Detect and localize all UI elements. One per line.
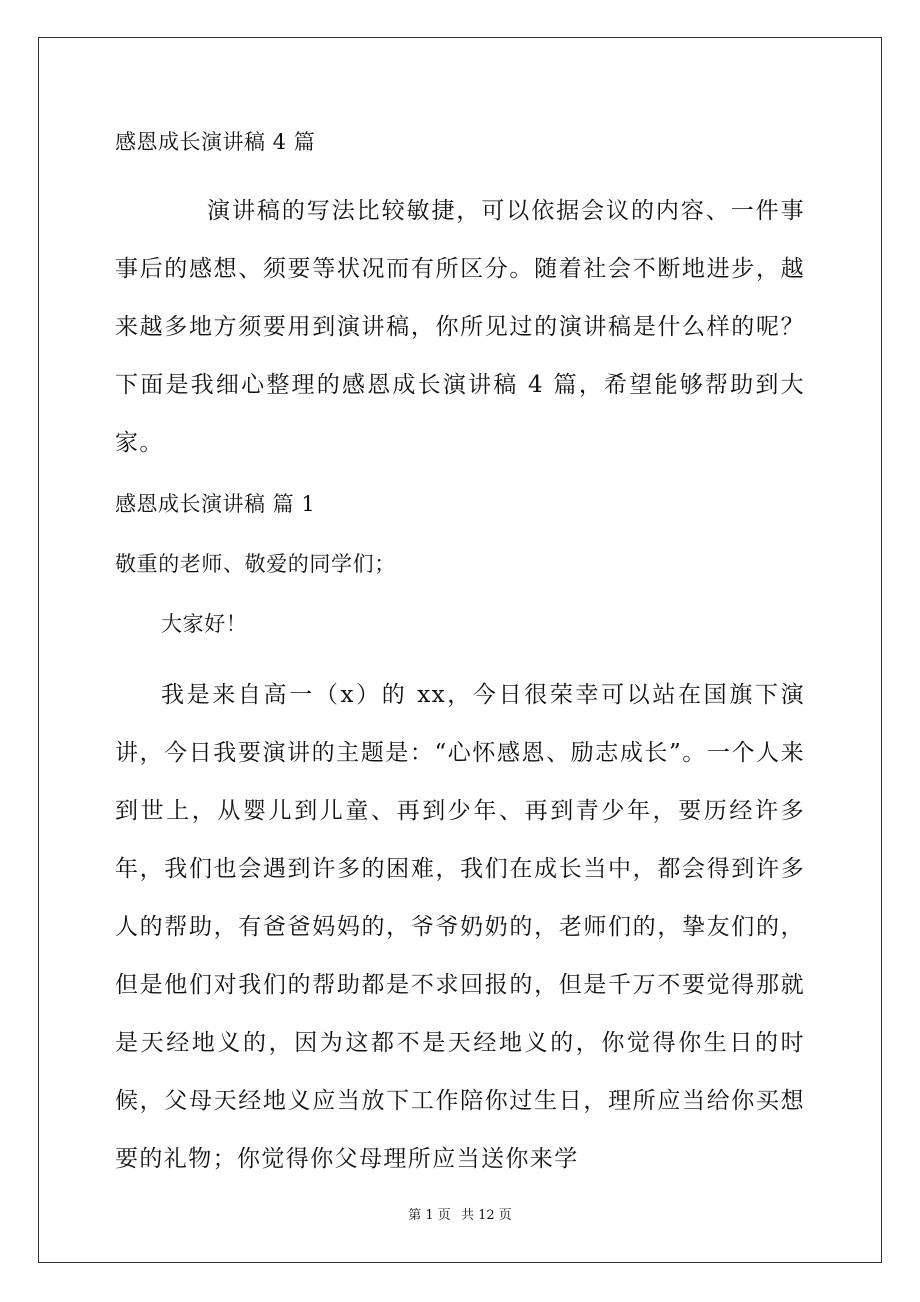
page-total: 共 12 页 (460, 1208, 512, 1223)
salutation: 敬重的老师、敬爱的同学们； (115, 552, 396, 576)
greeting: 大家好！ (161, 612, 248, 636)
page-footer (0, 1206, 920, 1226)
document-title: 感恩成长演讲稿 4 篇 (115, 130, 316, 154)
section-heading: 感恩成长演讲稿 篇 1 (115, 492, 316, 516)
body-paragraph: 我是来自高一（x）的 xx，今日很荣幸可以站在国旗下演讲，今日我要演讲的主题是：“心怀感恩、励志成长”。一个人来到世上，从婴儿到儿童、再到少年、再到青少年，要历经许多年，我们也会遇到许多的困难，我们在成长当中，都会得到许多人的帮助，有爸爸妈妈的，爷爷奶奶的，老师们的，挚友们的，但是他们对我们的帮助都是不求回报的，但是千万不要觉得那就是天经地义的，因为这都不是天经地义的，你觉得你生日的时候，父母天经地义应当放下工作陪你过生日，理所应当给你买想要的礼物；你觉得你父母理所应当送你来学 (115, 682, 805, 1172)
page-number: 第 1 页 (408, 1208, 451, 1223)
intro-paragraph: 演讲稿的写法比较敏捷，可以依据会议的内容、一件事事后的感想、须要等状况而有所区分。随着社会不断地进步，越来越多地方须要用到演讲稿，你所见过的演讲稿是什么样的呢？下面是我细心整理的感恩成长演讲稿 4 篇，希望能够帮助到大家。 (115, 198, 805, 456)
